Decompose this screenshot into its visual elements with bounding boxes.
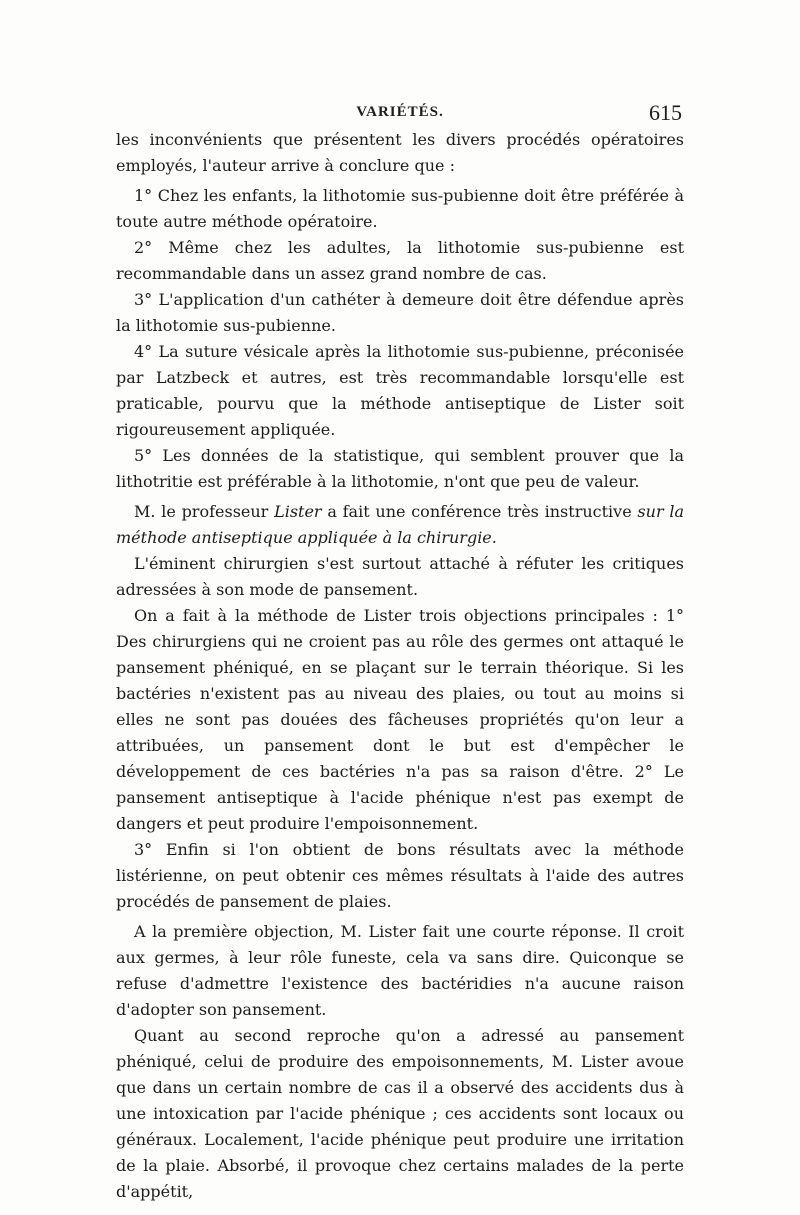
running-head: [0, 100, 800, 126]
lister-middle-text: a fait une conférence très instructive: [321, 502, 638, 521]
paragraph-objections: On a fait à la méthode de Lister trois objections principales : 1° Des chirurgiens qui ne croient pas au rôle des germes ont attaqué le pansement phéniqué, en se plaçant sur le terrain théorique. Si les bactéries n'existent pas au niveau des plaies, ou tout au moins si elles ne sont pas douées des fâcheuses propriétés qu'on leur a attribuées, un pansement dont le but est d'empêcher le développement de ces bactéries n'a pas sa raison d'être. 2° Le pansement antiseptique à l'acide phénique n'est pas exempt de dangers et peut produire l'empoisonnement.: [116, 606, 684, 833]
conclusion-item-4: 4° La suture vésicale après la lithotomie sus-pubienne, préconisée par Latzbeck et autres, est très recommandable lorsqu'elle est praticable, pourvu que la méthode antiseptique de Lister soit rigoureusement appliquée.: [116, 342, 684, 439]
paragraph-lister-conference: [116, 499, 684, 551]
paragraph-second-response: Quant au second reproche qu'on a adressé au pansement phéniqué, celui de produire des empoisonnements, M. Lister avoue que dans un certain nombre de cas il a observé des accidents dus à une intoxication par l'acide phénique ; ces accidents sont locaux ou généraux. Localement, l'acide phénique peut produire une irritation de la plaie. Absorbé, il provoque chez certains malades de la perte d'appétit,: [116, 1026, 684, 1201]
running-title: VARIÉTÉS.: [356, 104, 444, 120]
paragraph-third-objection: 3° Enfin si l'on obtient de bons résultats avec la méthode listérienne, on peut obtenir ces mêmes résultats à l'aide des autres procédés de pansement de plaies.: [116, 840, 684, 911]
conclusion-item-1: 1° Chez les enfants, la lithotomie sus-pubienne doit être préférée à toute autre méthode opératoire.: [116, 186, 684, 231]
lister-intro-text: M. le professeur: [134, 502, 275, 521]
body-text: [116, 127, 684, 1205]
conference-title: sur la méthode antiseptique appliquée à la chirurgie.: [116, 502, 684, 547]
paragraph-intro: les inconvénients que présentent les divers procédés opératoires employés, l'auteur arrive à conclure que :: [116, 130, 684, 175]
lister-name: Lister: [274, 502, 322, 521]
paragraph-first-response: A la première objection, M. Lister fait une courte réponse. Il croit aux germes, à leur rôle funeste, cela va sans dire. Quiconque se refuse d'admettre l'existence des bactéridies n'a aucune raison d'adopter son pansement.: [116, 922, 684, 1019]
conclusion-item-5: 5° Les données de la statistique, qui semblent prouver que la lithotritie est préférable à la lithotomie, n'ont que peu de valeur.: [116, 446, 684, 491]
page-number: 615: [649, 100, 682, 125]
paragraph-critiques: L'éminent chirurgien s'est surtout attaché à réfuter les critiques adressées à son mode de pansement.: [116, 554, 684, 599]
conclusion-item-3: 3° L'application d'un cathéter à demeure doit être défendue après la lithotomie sus-pubienne.: [116, 290, 684, 335]
conclusion-item-2: 2° Même chez les adultes, la lithotomie sus-pubienne est recommandable dans un assez grand nombre de cas.: [116, 238, 684, 283]
